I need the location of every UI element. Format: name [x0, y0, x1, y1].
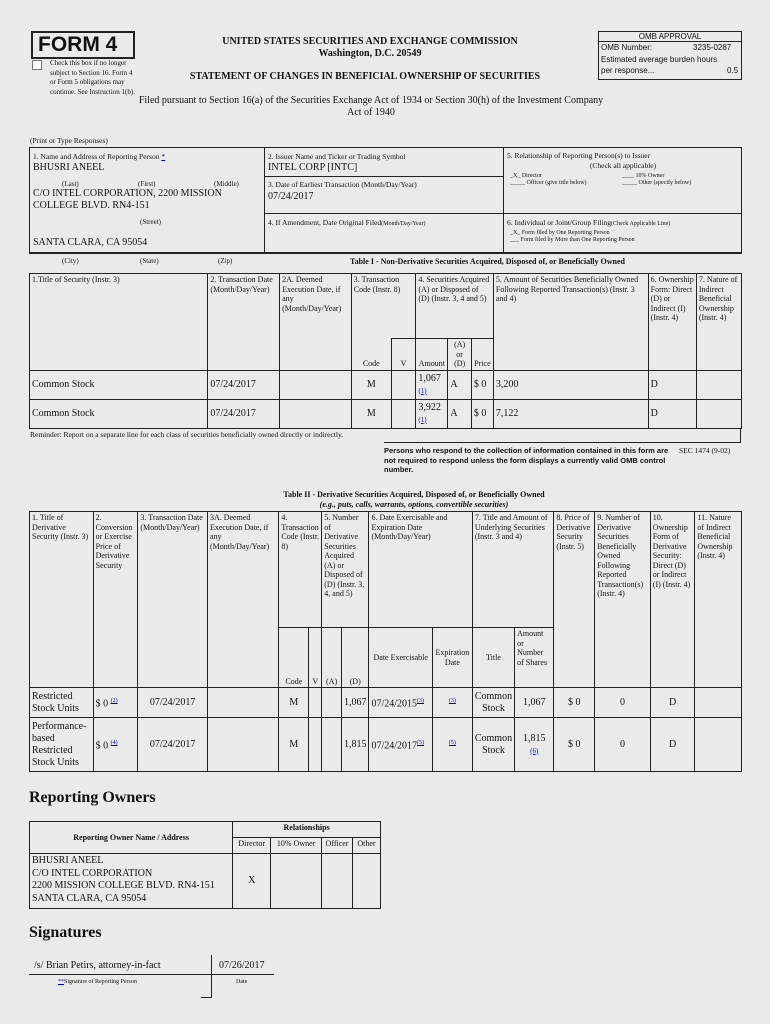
- owner-addr3: SANTA CLARA, CA 95054: [32, 892, 147, 904]
- t1-code: Code: [351, 339, 391, 371]
- t2-code: Code: [279, 628, 309, 688]
- omb-title: OMB APPROVAL: [638, 32, 702, 41]
- t1-aord: (A) or (D): [448, 339, 472, 371]
- city-label: (City): [62, 257, 79, 265]
- t1-price: Price: [471, 339, 493, 371]
- t1-r0-deemed: [280, 370, 352, 399]
- t1-r0-footnote-link[interactable]: (1): [418, 386, 427, 395]
- t1-r1-nature: [696, 399, 741, 428]
- table-2: [29, 511, 742, 772]
- t2-h7: 7. Title and Amount of Underlying Securities (Instr. 3 and 4): [472, 512, 554, 628]
- t1-h6: 6. Ownership Form: Direct (D) or Indirect (I) (Instr. 4): [648, 274, 696, 371]
- t2-r0-date: 07/24/2017: [138, 688, 208, 718]
- owner-name: BHUSRI ANEEL: [32, 855, 104, 866]
- statement-title: STATEMENT OF CHANGES IN BENEFICIAL OWNERSHIP OF SECURITIES: [189, 71, 541, 82]
- t2-h3: 3. Transaction Date (Month/Day/Year): [138, 512, 208, 688]
- t1-r0-date: 07/24/2017: [208, 370, 280, 399]
- t2-a: (A): [322, 628, 342, 688]
- table1-title: Table I - Non-Derivative Securities Acquired, Disposed of, or Beneficially Owned: [350, 257, 625, 266]
- t2-r0-price: $ 0 $^{(2)}$: [93, 688, 138, 718]
- omb-number-label: OMB Number:: [601, 43, 653, 52]
- t2-r0-exp-footnote-link[interactable]: (3): [448, 697, 456, 704]
- t2-r1-und-footnote-link[interactable]: (6): [530, 746, 539, 755]
- signature-footnote-link[interactable]: **: [58, 979, 64, 985]
- t2-h5: 5. Number of Derivative Securities Acquired (A) or Disposed of (D) (Instr. 3, 4, and 5): [322, 512, 369, 628]
- sec-code: SEC 1474 (9-02): [679, 446, 731, 455]
- box3-label: 3. Date of Earliest Transaction (Month/Day/Year): [268, 180, 417, 189]
- box1-label: 1. Name and Address of Reporting Person *: [33, 152, 166, 161]
- owner-check: ____ 10% Owner: [622, 173, 665, 179]
- agency-name: UNITED STATES SECURITIES AND EXCHANGE COMMISSION: [222, 36, 518, 47]
- t1-r0-nature: [696, 370, 741, 399]
- t1-h5: 5. Amount of Securities Beneficially Owned Following Reported Transaction(s) (Instr. 3 and 4): [493, 274, 648, 371]
- t2-title-col: Title: [472, 628, 514, 688]
- box1-footnote-link[interactable]: *: [161, 152, 166, 161]
- reminder-text: Reminder: Report on a separate line for each class of securities beneficially owned directly or indirectly.: [30, 430, 344, 439]
- t1-r0-code: M: [351, 370, 391, 399]
- signatures-heading: Signatures: [29, 924, 102, 941]
- street-label: (Street): [140, 218, 161, 226]
- t2-h8: 8. Price of Derivative Security (Instr. 5): [554, 512, 595, 688]
- owner-row: [30, 854, 381, 909]
- t2-r1-d: 1,815: [341, 718, 369, 772]
- t1-h7: 7. Nature of Indirect Beneficial Ownership (Instr. 4): [696, 274, 741, 371]
- owner-director-mark: X: [233, 854, 271, 909]
- t2-r1-p8: $ 0: [554, 718, 595, 772]
- date-label: Date: [236, 979, 248, 985]
- table-row: [30, 688, 742, 718]
- reporting-person-name: BHUSRI ANEEL: [33, 162, 105, 173]
- t1-h4: 4. Securities Acquired (A) or Disposed of (D) (Instr. 3, 4 and 5): [416, 274, 494, 339]
- reporting-person-city: SANTA CLARA, CA 95054: [33, 237, 148, 248]
- t1-r0-form: D: [648, 370, 696, 399]
- t2-amount-col: Amount or Number of Shares: [515, 628, 554, 688]
- t1-r0-v: [391, 370, 416, 399]
- t2-exp: Expiration Date: [432, 628, 472, 688]
- earliest-transaction-date: 07/24/2017: [268, 191, 314, 202]
- owners-officer: Officer: [322, 838, 353, 854]
- t1-r1-price: $ 0: [471, 399, 493, 428]
- t1-r1-ad: A: [448, 399, 472, 428]
- t2-r0-nature: [695, 688, 742, 718]
- owners-col-name: Reporting Owner Name / Address: [30, 822, 233, 854]
- t2-h2: 2. Conversion or Exercise Price of Derivative Security: [93, 512, 138, 688]
- t1-h3: 3. Transaction Code (Instr. 8): [351, 274, 416, 339]
- signature-date: 07/26/2017: [219, 960, 265, 971]
- t2-r1-a: [322, 718, 342, 772]
- t2-h4: 4. Transaction Code (Instr. 8): [279, 512, 322, 628]
- t2-r0-exp: [432, 688, 472, 718]
- t1-r1-deemed: [280, 399, 352, 428]
- t2-r0-price-footnote-link[interactable]: (2): [110, 697, 118, 704]
- t2-r0-a: [322, 688, 342, 718]
- t1-h1: 1.Title of Security (Instr. 3): [30, 274, 208, 371]
- t2-r0-exer: 07/24/2015$^{(3)}$: [369, 688, 433, 718]
- t2-h3a: 3A. Deemed Execution Date, if any (Month/Day/Year): [207, 512, 278, 688]
- table-row: [30, 370, 742, 399]
- print-note: (Print or Type Responses): [30, 136, 108, 145]
- omb-burden-label: Estimated average burden hours per response...: [601, 55, 718, 75]
- other-check: _____ Other (specify below): [622, 180, 692, 186]
- director-check: _X_ Director: [510, 173, 542, 179]
- t2-r1-deemed: [207, 718, 278, 772]
- owner-addr1: C/O INTEL CORPORATION: [32, 867, 153, 879]
- t2-r0-deemed: [207, 688, 278, 718]
- table-row: [30, 718, 742, 772]
- t2-r1-f10: D: [650, 718, 695, 772]
- issuer-name: INTEL CORP [INTC]: [268, 162, 358, 173]
- no-longer-subject-checkbox[interactable]: [32, 60, 42, 70]
- t2-r0-v: [309, 688, 322, 718]
- checkbox-text: Check this box if no longer subject to Section 16. Form 4 or Form 5 obligations may continue. See Instruction 1(b).: [50, 59, 135, 96]
- t2-r1-und-amt: 1,815 (6): [515, 718, 554, 772]
- t1-r0-owned: 3,200: [493, 370, 648, 399]
- t1-r1-amount: 3,922 (1): [416, 399, 448, 428]
- owners-director: Director: [233, 838, 271, 854]
- t2-h6: 6. Date Exercisable and Expiration Date (Month/Day/Year): [369, 512, 472, 628]
- t2-r0-p8: $ 0: [554, 688, 595, 718]
- t1-r1-form: D: [648, 399, 696, 428]
- state-label: (State): [140, 257, 159, 265]
- signature-label: **Signature of Reporting Person: [58, 979, 137, 985]
- t2-r1-exer-footnote-link[interactable]: (5): [417, 739, 425, 746]
- t2-r0-und: Common Stock: [472, 688, 514, 718]
- t2-h1: 1. Title of Derivative Security (Instr. 3): [30, 512, 94, 688]
- t2-r1-exp-footnote-link[interactable]: (5): [448, 739, 456, 746]
- t2-r0-d: 1,067: [341, 688, 369, 718]
- owners-col-rel: Relationships: [233, 822, 381, 838]
- zip-label: (Zip): [218, 257, 233, 265]
- officer-check: _____ Officer (give title below): [510, 180, 587, 186]
- box6-label: 6. Individual or Joint/Group Filing(Check Applicable Line): [507, 218, 671, 227]
- t1-v: V: [391, 339, 416, 371]
- table2-subtitle: (e.g., puts, calls, warrants, options, convertible securities): [319, 500, 509, 509]
- t1-h2: 2. Transaction Date (Month/Day/Year): [208, 274, 280, 371]
- t2-r0-title: Restricted Stock Units: [30, 688, 94, 718]
- last-label: (Last): [62, 180, 79, 188]
- t2-r1-price: $ 0 $^{(4)}$: [93, 718, 138, 772]
- t2-r1-n9: 0: [595, 718, 651, 772]
- t2-r0-n9: 0: [595, 688, 651, 718]
- t2-r1-exer: 07/24/2017$^{(5)}$: [369, 718, 433, 772]
- owner-details: [30, 854, 233, 909]
- t2-r0-code: M: [279, 688, 309, 718]
- reporting-owners-heading: Reporting Owners: [29, 789, 156, 806]
- table-row: [30, 399, 742, 428]
- first-label: (First): [138, 180, 156, 188]
- box5-label: 5. Relationship of Reporting Person(s) to Issuer: [507, 151, 651, 160]
- t1-r0-ad: A: [448, 370, 472, 399]
- box6-opt1: _X_ Form filed by One Reporting Person: [510, 230, 610, 236]
- t1-amount: Amount: [416, 339, 448, 371]
- t1-r0-title: Common Stock: [30, 370, 208, 399]
- t2-r1-date: 07/24/2017: [138, 718, 208, 772]
- omb-burden: 0.5: [727, 66, 739, 75]
- table-1: [29, 273, 742, 429]
- agency-location: Washington, D.C. 20549: [318, 48, 422, 59]
- t1-r1-owned: 7,122: [493, 399, 648, 428]
- t2-r0-und-amt: 1,067: [515, 688, 554, 718]
- owners-other: Other: [352, 838, 380, 854]
- t2-r1-price-footnote-link[interactable]: (4): [110, 739, 118, 746]
- t2-h9: 9. Number of Derivative Securities Beneficially Owned Following Reported Transaction(s) (Instr. 4): [595, 512, 651, 688]
- box5-sub: (Check all applicable): [589, 161, 657, 170]
- t1-r0-price: $ 0: [471, 370, 493, 399]
- reporting-person-address: C/O INTEL CORPORATION, 2200 MISSION COLLEGE BLVD. RN4-151: [33, 188, 222, 211]
- table2-title: Table II - Derivative Securities Acquired, Disposed of, or Beneficially Owned: [283, 490, 545, 499]
- t2-date-ex: Date Exercisable: [369, 628, 433, 688]
- box2-label: 2. Issuer Name and Ticker or Trading Symbol: [268, 152, 406, 161]
- t2-r0-exer-footnote-link[interactable]: (3): [417, 697, 425, 704]
- t2-r0-f10: D: [650, 688, 695, 718]
- t2-h11: 11. Nature of Indirect Beneficial Ownership (Instr. 4): [695, 512, 742, 688]
- t2-r1-exp: [432, 718, 472, 772]
- t2-r1-code: M: [279, 718, 309, 772]
- owners-10pct: 10% Owner: [271, 838, 322, 854]
- omb-number: 3235-0287: [693, 43, 732, 52]
- t1-r1-v: [391, 399, 416, 428]
- filed-pursuant: Filed pursuant to Section 16(a) of the Securities Exchange Act of 1934 or Section 30(h) of the Investment Company Act of 1940: [138, 95, 604, 118]
- t2-v: V: [309, 628, 322, 688]
- t2-r1-v: [309, 718, 322, 772]
- t1-r1-footnote-link[interactable]: (1): [418, 415, 427, 424]
- t1-r1-title: Common Stock: [30, 399, 208, 428]
- box6-opt2: ___ Form filed by More than One Reporting Person: [510, 237, 635, 243]
- t1-r1-date: 07/24/2017: [208, 399, 280, 428]
- t1-r1-code: M: [351, 399, 391, 428]
- owner-addr2: 2200 MISSION COLLEGE BLVD. RN4-151: [32, 880, 215, 891]
- t2-d: (D): [341, 628, 369, 688]
- t1-r0-amount: 1,067 (1): [416, 370, 448, 399]
- t2-r1-nature: [695, 718, 742, 772]
- signature-value: /s/ Brian Petirs, attorney-in-fact: [34, 960, 161, 971]
- t1-h2a: 2A. Deemed Execution Date, if any (Month/Day/Year): [280, 274, 352, 371]
- persons-notice: Persons who respond to the collection of information contained in this form are not required to respond unless the form displays a currently valid OMB control number.: [384, 446, 669, 474]
- t2-r1-und: Common Stock: [472, 718, 514, 772]
- box4-label: 4. If Amendment, Date Original Filed(Month/Day/Year): [268, 218, 426, 227]
- t2-h10: 10. Ownership Form of Derivative Security: Direct (D) or Indirect (I) (Instr. 4): [650, 512, 695, 688]
- reporting-owners-table: [29, 821, 381, 909]
- form-title: FORM 4: [38, 33, 118, 56]
- t2-r1-title: Performance-based Restricted Stock Units: [30, 718, 94, 772]
- middle-label: (Middle): [214, 180, 239, 188]
